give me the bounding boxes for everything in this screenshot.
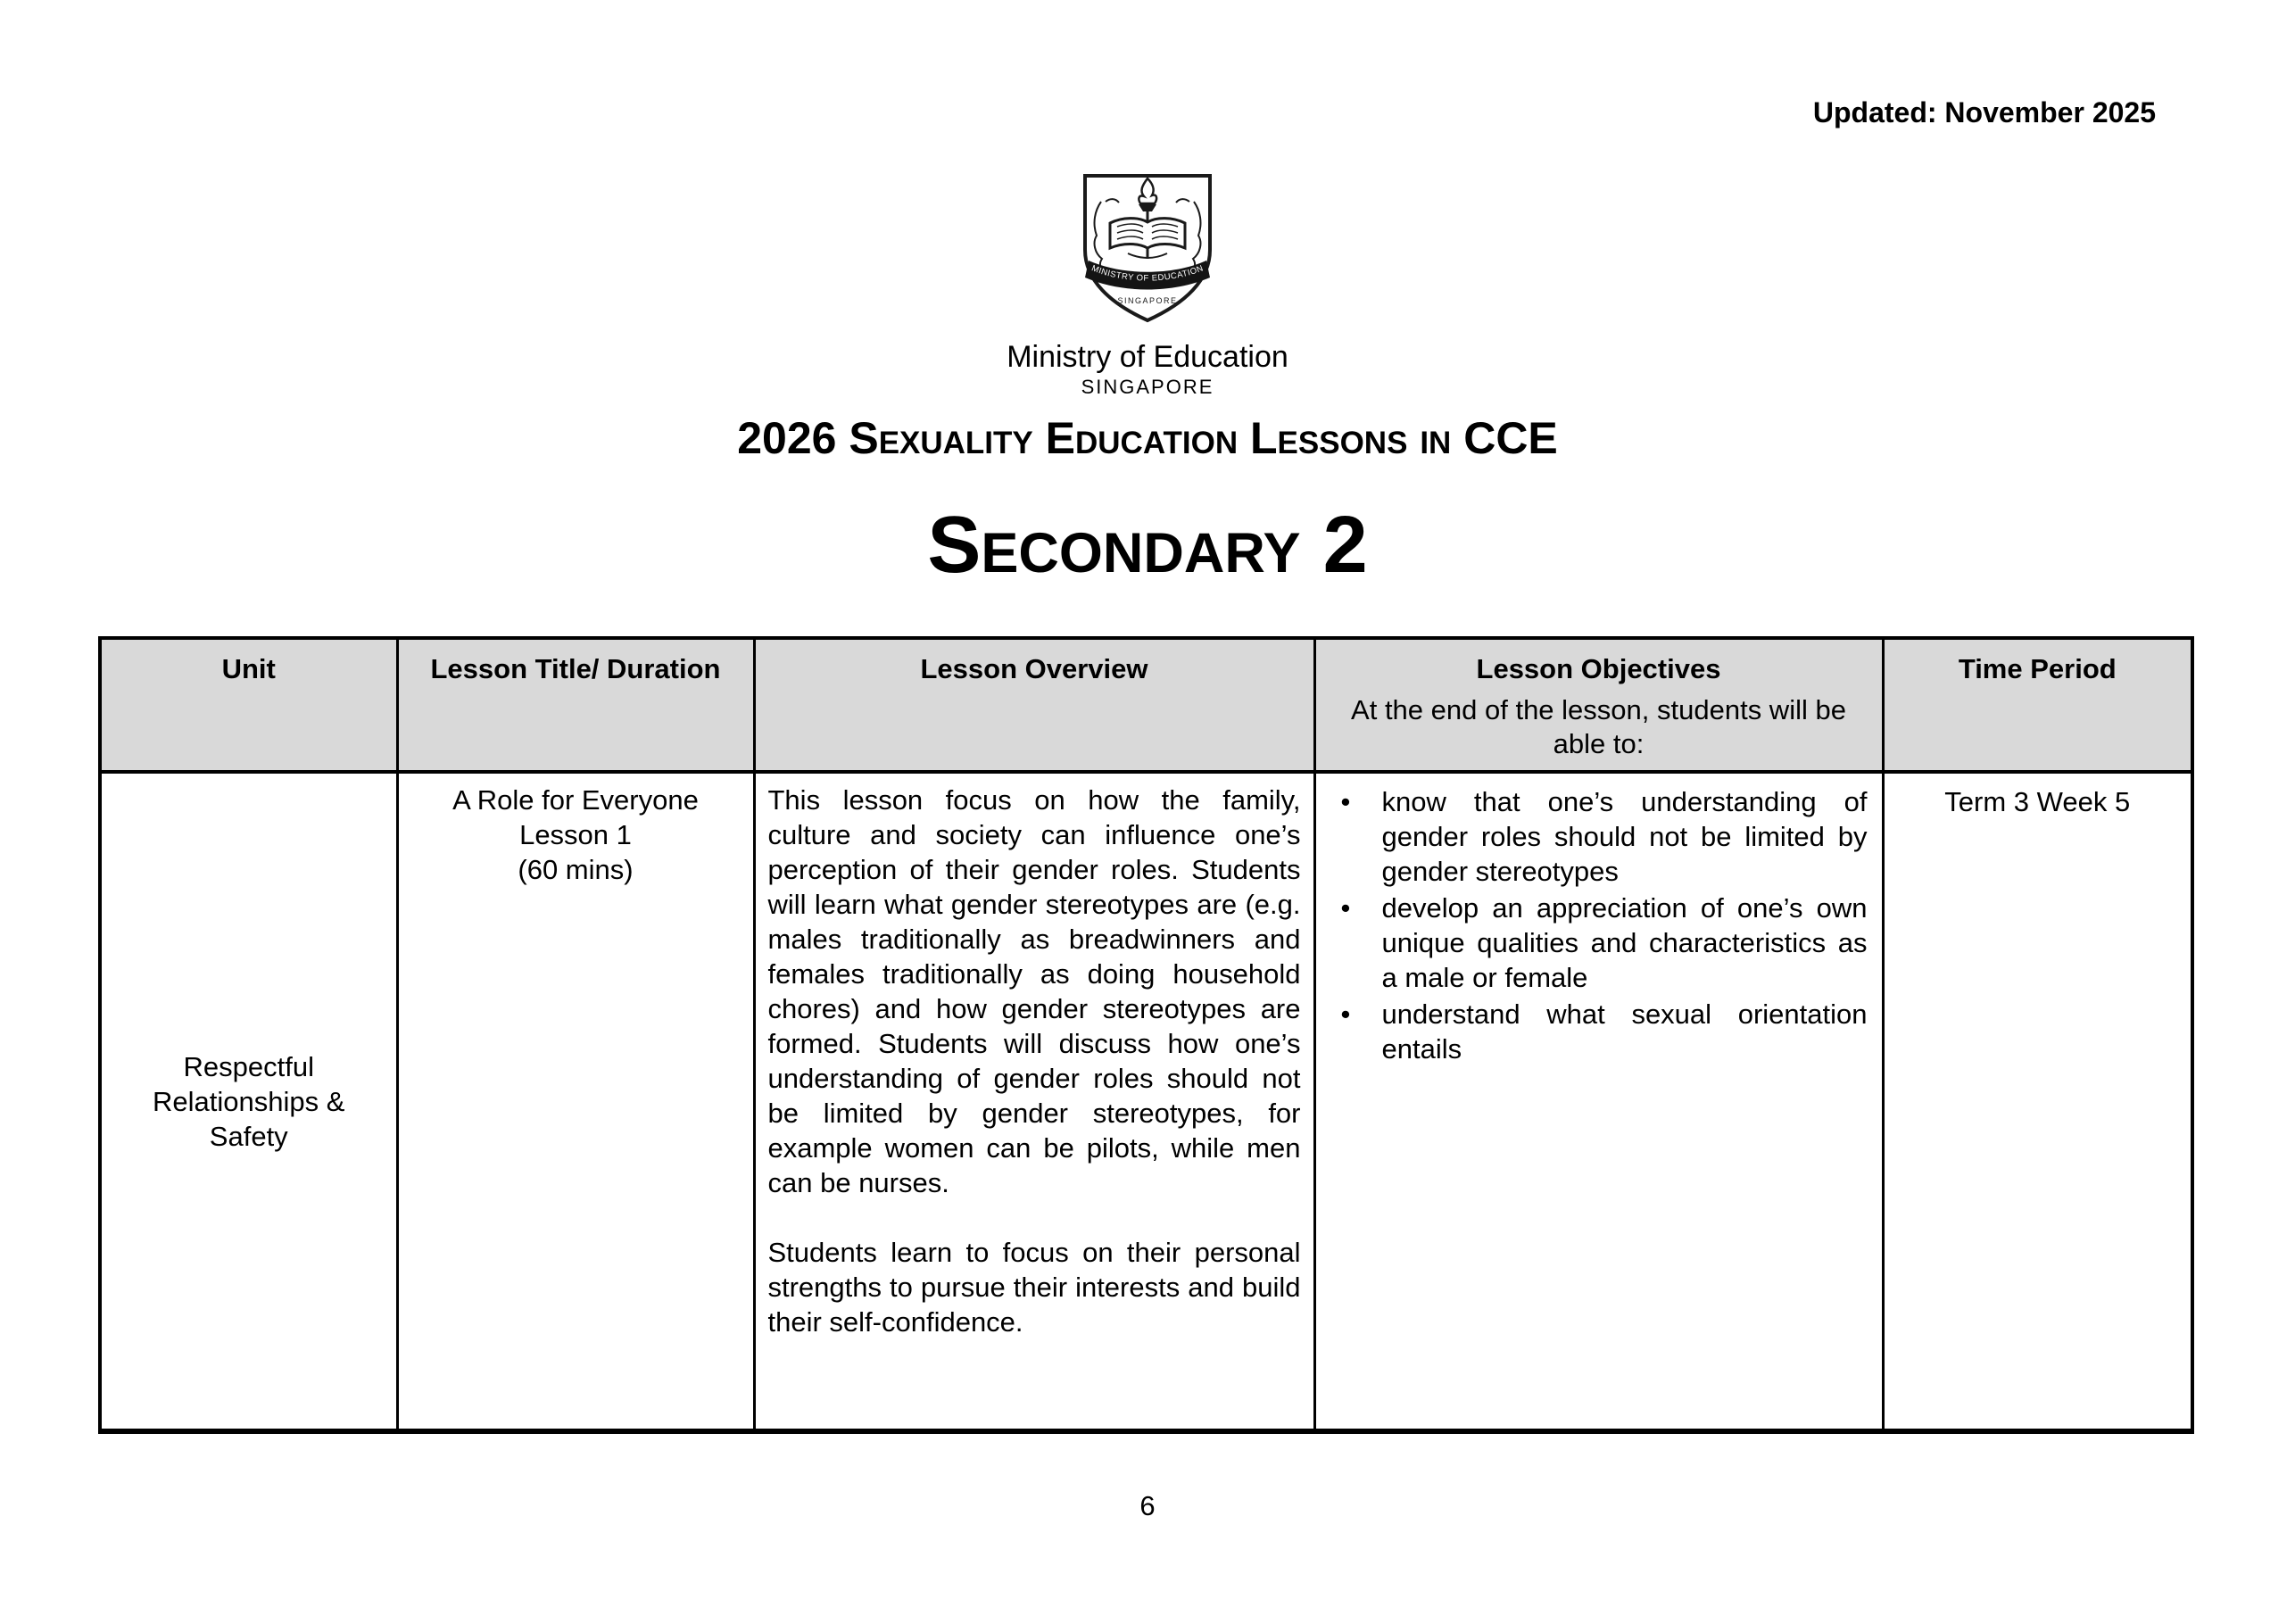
column-header-lesson-title-duration <box>397 638 754 772</box>
section-title: Secondary 2 <box>927 501 1368 590</box>
lesson-title: A Role for Everyone <box>452 784 699 816</box>
objective-item <box>1316 784 1868 889</box>
column-header-time-period <box>1883 638 2192 772</box>
document-title: 2026 Sexuality Education Lessons in CCE <box>737 413 1558 463</box>
page-number: 6 <box>1139 1490 1156 1521</box>
lesson-number: Lesson 1 <box>519 819 632 850</box>
moe-crest-icon <box>1076 171 1219 325</box>
objectives-list <box>1316 784 1868 1066</box>
objective-text: know that one’s understanding of gender roles should not be limited by gender stereotypes <box>1381 786 1868 887</box>
lesson-duration: (60 mins) <box>518 854 634 885</box>
lesson-objectives-cell <box>1314 772 1883 1431</box>
ministry-country: SINGAPORE <box>1081 376 1214 398</box>
column-header-lesson-overview-label: Lesson Overview <box>920 653 1148 684</box>
ministry-name: Ministry of Education <box>1007 340 1288 374</box>
column-header-lesson-overview <box>754 638 1314 772</box>
column-header-time-period-label: Time Period <box>1958 653 2117 684</box>
table-row <box>100 772 2192 1431</box>
moe-crest-logo <box>1076 171 1219 325</box>
updated-note: Updated: November 2025 <box>1812 96 2156 128</box>
column-header-lesson-objectives <box>1314 638 1883 772</box>
objectives-subtitle: At the end of the lesson, students will be able to: <box>1351 694 1846 759</box>
overview-paragraph-2: Students learn to focus on their personal strengths to pursue their interests and build their self-confidence. <box>767 1237 1301 1338</box>
time-period-cell: Term 3 Week 5 <box>1883 772 2192 1431</box>
column-header-unit <box>100 638 397 772</box>
lesson-title-cell <box>397 772 754 1431</box>
lessons-table <box>98 636 2194 1434</box>
column-header-unit-label: Unit <box>221 653 276 684</box>
objective-text: understand what sexual orientation entails <box>1381 998 1868 1065</box>
column-header-lesson-objectives-label: Lesson Objectives <box>1476 653 1721 684</box>
crest-singapore-text: SINGAPORE <box>1117 296 1178 305</box>
column-header-lesson-title-duration-label: Lesson Title/ Duration <box>430 653 721 684</box>
crest-banner-textpath: MINISTRY OF EDUCATION <box>1090 263 1205 284</box>
unit-cell: Respectful Relationships & Safety <box>100 772 397 1431</box>
lesson-overview-cell <box>754 772 1314 1431</box>
objective-item <box>1316 891 1868 995</box>
table-header-row <box>100 638 2192 772</box>
objective-text: develop an appreciation of one’s own unique qualities and characteristics as a male or female <box>1381 892 1868 993</box>
overview-paragraph-1: This lesson focus on how the family, culture and society can influence one’s perception of their gender roles. Students will learn what gender stereotypes are (e.g. males traditionally as breadwinners and females traditionally as doing household chores) and how gender stereotypes are formed. Students will discuss how one’s understanding of gender roles should not be limited by gender stereotypes, for example women can be pilots, while men can be nurses. <box>767 784 1301 1198</box>
objective-item <box>1316 997 1868 1066</box>
open-book-icon <box>1110 219 1185 248</box>
